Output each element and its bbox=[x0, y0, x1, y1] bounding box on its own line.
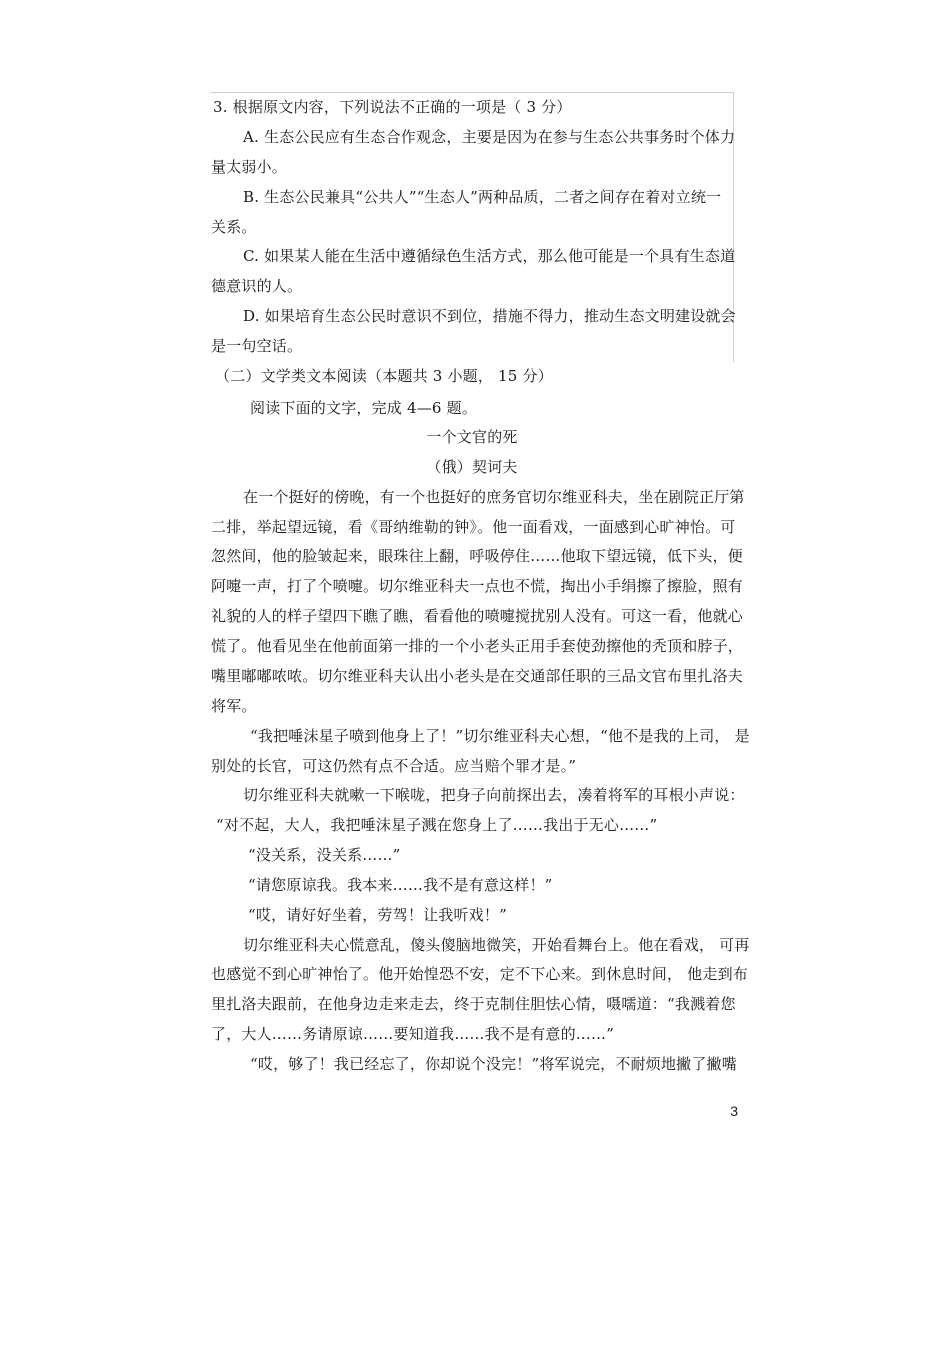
question-3-stem: 3. 根据原文内容，下列说法不正确的一项是（ 3 分） bbox=[213, 98, 572, 116]
story-paragraph-line: 别处的长官，可这仍然有点不合适。应当赔个罪才是。” bbox=[211, 757, 577, 775]
dialogue-line: “哎，请好好坐着，劳驾！让我听戏！” bbox=[248, 906, 507, 924]
dialogue-line: “没关系，没关系……” bbox=[248, 846, 401, 864]
story-paragraph-line: 在一个挺好的傍晚，有一个也挺好的庶务官切尔维亚科夫，坐在剧院正厅第 bbox=[243, 488, 745, 506]
story-paragraph-line: 阿嚏一声，打了个喷嚏。切尔维亚科夫一点也不慌，掏出小手绢擦了擦脸，照有 bbox=[211, 577, 744, 595]
option-d-line-2: 是一句空话。 bbox=[211, 337, 303, 355]
story-paragraph-line: 忽然间，他的脸皱起来，眼珠往上翻，呼吸停住……他取下望远镜，低下头，便 bbox=[211, 547, 744, 565]
option-a-line-1: A. 生态公民应有生态合作观念，主要是因为在参与生态公共事务时个体力 bbox=[243, 128, 736, 146]
reading-instruction: 阅读下面的文字，完成 4—6 题。 bbox=[250, 399, 478, 417]
story-paragraph-line: 慌了。他看见坐在他前面第一排的一个小老头正用手套使劲擦他的秃顶和脖子， bbox=[211, 637, 744, 655]
option-b-line-1: B. 生态公民兼具“公共人”“生态人”两种品质，二者之间存在着对立统一 bbox=[243, 188, 722, 206]
page-number: 3 bbox=[730, 1103, 738, 1119]
option-b-line-2: 关系。 bbox=[211, 218, 257, 236]
story-title: 一个文官的死 bbox=[426, 428, 518, 446]
story-paragraph-line: 了，大人……务请原谅……要知道我……我不是有意的……” bbox=[211, 1025, 615, 1043]
story-paragraph-line: “对不起，大人，我把唾沫星子溅在您身上了……我出于无心……” bbox=[216, 816, 658, 834]
option-c-line-2: 德意识的人。 bbox=[211, 277, 303, 295]
story-author: （俄）契诃夫 bbox=[426, 458, 518, 476]
story-paragraph-line: 里扎洛夫跟前，在他身边走来走去，终于克制住胆怯心情，嗫嚅道：“我溅着您 bbox=[211, 995, 736, 1013]
section-heading: （二）文学类文本阅读（本题共 3 小题， 15 分） bbox=[215, 367, 553, 385]
option-c-line-1: C. 如果某人能在生活中遵循绿色生活方式，那么他可能是一个具有生态道 bbox=[243, 247, 736, 265]
story-paragraph-line: “我把唾沫星子喷到他身上了！”切尔维亚科夫心想，“他不是我的上司， 是 bbox=[250, 727, 750, 745]
story-paragraph-line: 切尔维亚科夫就嗽一下喉咙，把身子向前探出去，凑着将军的耳根小声说： bbox=[243, 786, 745, 804]
story-paragraph-line: 二排，举起望远镜，看《哥纳维勒的钟》。他一面看戏，一面感到心旷神怡。可 bbox=[211, 518, 736, 536]
story-paragraph-line: 将军。 bbox=[211, 697, 257, 715]
story-paragraph-line: “哎，够了！我已经忘了，你却说个没完！”将军说完，不耐烦地撇了撇嘴 bbox=[250, 1055, 737, 1073]
story-paragraph-line: 礼貌的人的样子望四下瞧了瞧，看看他的喷嚏搅扰别人没有。可这一看，他就心 bbox=[211, 607, 744, 625]
option-d-line-1: D. 如果培育生态公民时意识不到位，措施不得力，推动生态文明建设就会 bbox=[243, 307, 736, 325]
story-paragraph-line: 嘴里嘟嘟哝哝。切尔维亚科夫认出小老头是在交通部任职的三品文官布里扎洛夫 bbox=[211, 667, 744, 685]
option-a-line-2: 量太弱小。 bbox=[211, 158, 288, 176]
story-paragraph-line: 切尔维亚科夫心慌意乱，傻头傻脑地微笑，开始看舞台上。他在看戏， 可再 bbox=[243, 936, 750, 954]
dialogue-line: “请您原谅我。我本来……我不是有意这样！” bbox=[248, 876, 553, 894]
story-paragraph-line: 也感觉不到心旷神怡了。他开始惶恐不安，定不下心来。到休息时间， 他走到布 bbox=[211, 965, 748, 983]
